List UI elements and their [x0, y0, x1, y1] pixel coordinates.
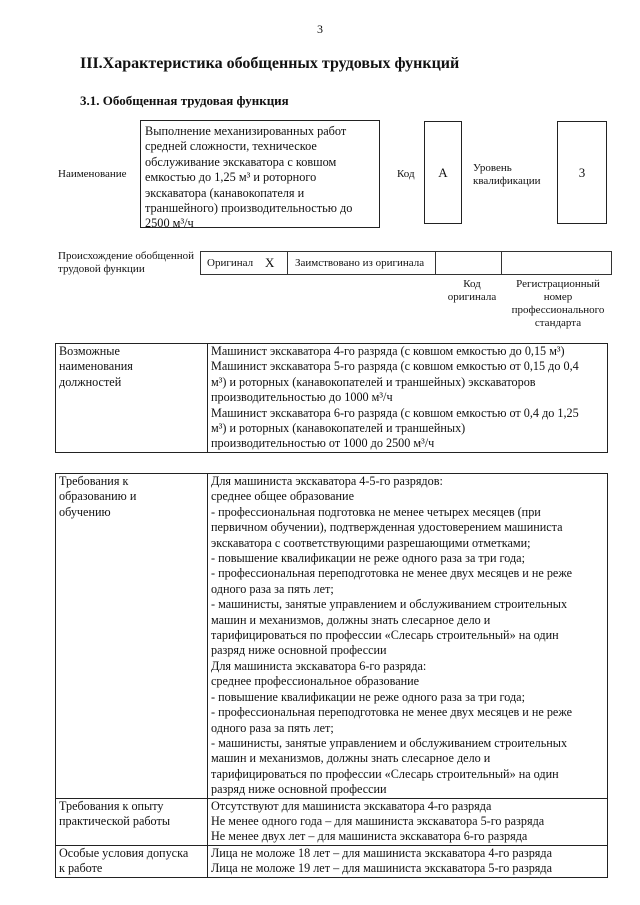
code-value-box	[424, 121, 462, 224]
section-title: III.Характеристика обобщенных трудовых функций	[80, 55, 460, 72]
education-line: первичном обучении), подтвержденная удостоверением машиниста	[211, 520, 563, 535]
education-line: тарифицироваться по профессии «Слесарь строительный» на один	[211, 628, 559, 643]
education-line: Для машиниста экскаватора 6-го разряда:	[211, 658, 427, 673]
experience-line: Не менее двух лет – для машиниста экскаватора 6-го разряда	[211, 829, 528, 844]
borrowed-label: Заимствовано из оригинала	[295, 257, 425, 269]
position-line: производительностью от 1000 до 2500 м³/ч	[211, 436, 435, 451]
code-original-caption-line: Код	[463, 278, 481, 290]
experience-label	[56, 798, 208, 845]
education-line: - повышение квалификации не реже одного раза за три года;	[211, 689, 525, 704]
function-name-line: средней сложности, техническое	[145, 139, 317, 154]
code-original-caption-line: оригинала	[447, 291, 497, 303]
education-label-line: Требования к	[59, 474, 129, 488]
education-line: - повышение квалификации не реже одного раза за три года;	[211, 551, 525, 566]
position-line: производительностью до 1000 м³/ч	[211, 390, 393, 405]
education-line: разряд ниже основной профессии	[211, 782, 387, 797]
education-line: - профессиональная переподготовка не менее двух месяцев и не реже	[211, 705, 573, 720]
cell-divider	[287, 252, 288, 274]
education-line: среднее профессиональное образование	[211, 674, 420, 689]
positions-label-line: должностей	[59, 374, 122, 389]
admission-line: Лица не моложе 18 лет – для машиниста экскаватора 4-го разряда	[211, 845, 552, 860]
level-value-box	[557, 121, 607, 224]
function-name-line: 2500 м³/ч	[145, 216, 194, 231]
origin-row	[200, 251, 612, 275]
admission-content	[208, 845, 608, 877]
level-value: 3	[578, 164, 586, 180]
position-line: м³) и роторных (канавокопателей и траншейных)	[211, 421, 466, 436]
code-original-caption	[432, 278, 512, 304]
positions-content	[208, 344, 608, 453]
positions-label-line: наименования	[59, 359, 133, 374]
education-line: разряд ниже основной профессии	[211, 643, 387, 658]
level-label-line: Уровень	[473, 162, 512, 174]
experience-line: Не менее одного года – для машиниста экскаватора 5-го разряда	[211, 813, 545, 828]
positions-table	[55, 343, 608, 453]
function-name-line: траншейного) производительностью до	[145, 201, 353, 216]
education-line: - машинисты, занятые управлением и обслуживанием строительных	[211, 597, 568, 612]
function-name-line: экскаватора (канавокопателя и	[145, 185, 305, 200]
position-line: Машинист экскаватора 5-го разряда (с ковшом емкостью от 0,15 до 0,4	[211, 359, 579, 374]
table-row	[56, 474, 608, 799]
cell-divider	[501, 252, 502, 274]
education-line: - профессиональная подготовка не менее четырех месяцев (при	[211, 504, 541, 519]
education-line: Для машиниста экскаватора 4-5-го разрядов:	[211, 474, 443, 488]
education-label-line: обучению	[59, 504, 111, 519]
original-mark: X	[265, 255, 275, 270]
experience-content	[208, 798, 608, 845]
positions-label-line: Возможные	[59, 344, 120, 358]
cell-divider	[435, 252, 436, 274]
education-line: - машинисты, занятые управлением и обслуживанием строительных	[211, 735, 568, 750]
education-content	[208, 474, 608, 799]
experience-label-line: практической работы	[59, 813, 171, 828]
reg-number-caption-line: Регистрационный	[516, 278, 600, 290]
education-line: тарифицироваться по профессии «Слесарь строительный» на один	[211, 766, 559, 781]
reg-number-caption-line: стандарта	[534, 317, 582, 329]
positions-label	[56, 344, 208, 453]
code-value: А	[438, 164, 448, 180]
experience-line: Отсутствуют для машиниста экскаватора 4-го разряда	[211, 798, 492, 813]
reg-number-caption-line: профессионального	[511, 304, 605, 316]
table-row	[56, 344, 608, 453]
reg-number-caption-line: номер	[543, 291, 573, 303]
experience-label-line: Требования к опыту	[59, 798, 164, 813]
position-line: Машинист экскаватора 4-го разряда (с ковшом емкостью до 0,15 м³)	[211, 344, 565, 358]
original-label: Оригинал	[207, 257, 254, 269]
level-label	[473, 162, 540, 188]
position-line: м³) и роторных (канавокопателей и траншейных) экскаваторов	[211, 374, 536, 389]
admission-line: Лица не моложе 19 лет – для машиниста экскаватора 5-го разряда	[211, 861, 552, 876]
subsection-title: 3.1. Обобщенная трудовая функция	[80, 93, 289, 108]
education-line: - профессиональная переподготовка не менее двух месяцев и не реже	[211, 566, 573, 581]
table-row	[56, 798, 608, 845]
level-label-line: квалификации	[473, 175, 541, 187]
admission-label-line: Особые условия допуска	[59, 845, 189, 860]
name-label: Наименование	[58, 168, 127, 180]
origin-label	[58, 250, 194, 276]
education-line: одного раза за пять лет;	[211, 581, 334, 596]
origin-label-line: трудовой функции	[58, 263, 145, 275]
education-line: машин и механизмов, должны знать слесарное дело и	[211, 751, 491, 766]
function-name-line: емкостью до 1,25 м³ и роторного	[145, 170, 317, 185]
code-label: Код	[397, 168, 415, 180]
function-name-line: Выполнение механизированных работ	[145, 124, 347, 138]
page-number: 3	[317, 22, 323, 36]
education-line: одного раза за пять лет;	[211, 720, 334, 735]
education-label-line: образованию и	[59, 489, 137, 504]
reg-number-caption	[506, 278, 610, 330]
requirements-table	[55, 473, 608, 878]
table-row	[56, 845, 608, 877]
function-name-line: обслуживание экскаватора с ковшом	[145, 154, 337, 169]
education-label	[56, 474, 208, 799]
education-line: среднее общее образование	[211, 489, 354, 504]
education-line: машин и механизмов, должны знать слесарное дело и	[211, 612, 491, 627]
admission-label	[56, 845, 208, 877]
function-name-box	[140, 120, 380, 231]
education-line: экскаватора с соответствующими разрешающими отметками;	[211, 535, 531, 550]
admission-label-line: к работе	[59, 861, 103, 876]
position-line: Машинист экскаватора 6-го разряда (с ковшом емкостью от 0,4 до 1,25	[211, 405, 579, 420]
origin-label-line: Происхождение обобщенной	[58, 250, 195, 262]
